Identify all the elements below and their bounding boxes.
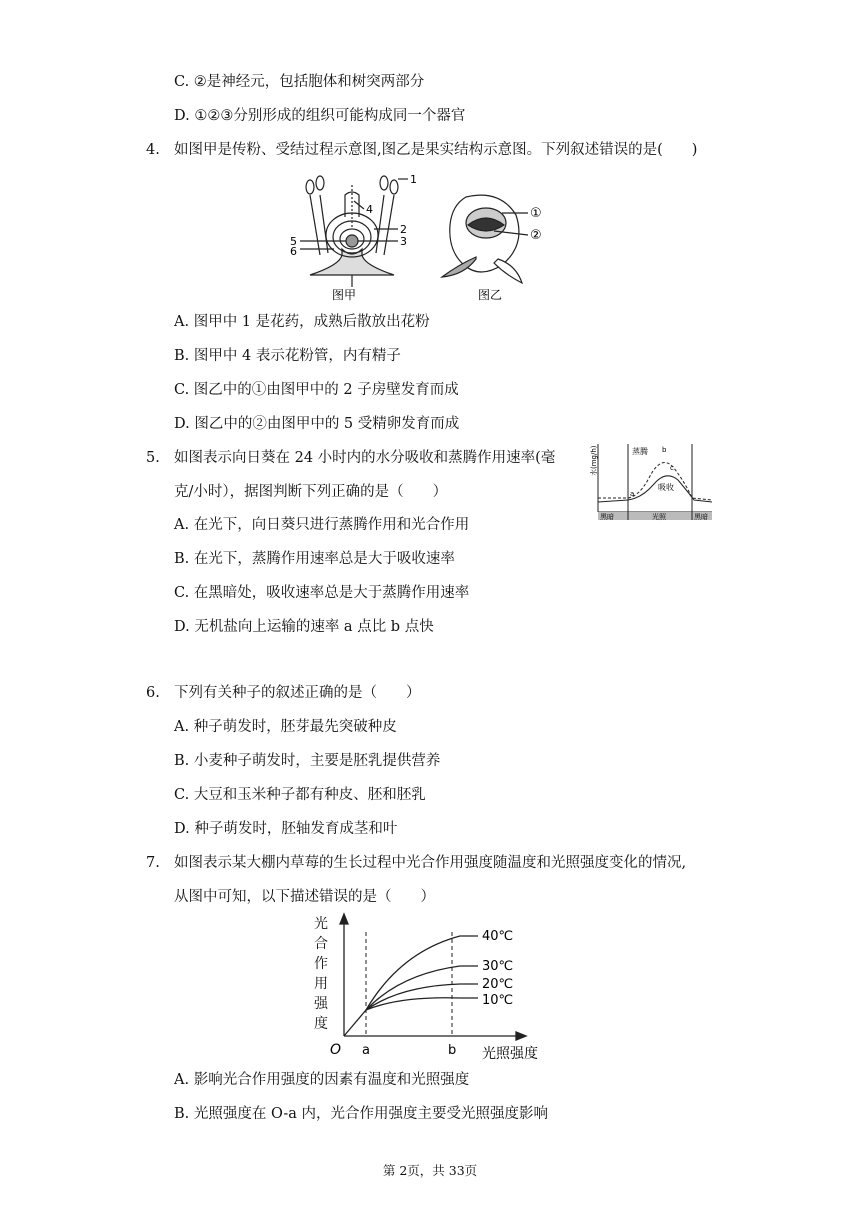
q7-ylabel-3: 作 [314,956,328,972]
q4-figure [280,165,550,305]
q5-band-dark-2: 黑暗 [694,513,708,521]
q4-label-1: 1 [410,173,417,186]
q5-option-d: D. 无机盐向上运输的速率 a 点比 b 点快 [174,619,434,635]
q6-option-b: B. 小麦种子萌发时，主要是胚乳提供营养 [174,753,441,769]
q6-number: 6. [146,685,160,701]
q4-label-4: 4 [366,203,373,216]
q4-jia-caption: 图甲 [332,288,357,302]
q6-stem: 下列有关种子的叙述正确的是（ ） [174,685,421,701]
q5-number: 5. [146,450,160,466]
q5-xishou-label: 吸收 [658,483,674,492]
q5-option-c: C. 在黑暗处，吸收速率总是大于蒸腾作用速率 [174,585,470,601]
page-footer: 第 2页，共 33页 [382,1163,478,1178]
x-axis-arrow [516,1032,526,1040]
q5-stem-line2: 克/小时），据图判断下列正确的是（ ） [174,484,448,500]
flower-diagram [300,176,408,287]
q7-ylabel-4: 用 [314,976,328,992]
q7-option-a: A. 影响光合作用强度的因素有温度和光照强度 [174,1072,470,1088]
q7-series-30: 30℃ [482,959,514,974]
q4-yi-caption: 图乙 [478,288,503,302]
q5-band-light: 光照 [652,513,666,521]
q7-stem-line2: 从图中可知，以下描述错误的是（ ） [174,889,435,905]
q7-xtick-b: b [448,1043,457,1058]
q5-stem-line1: 如图表示向日葵在 24 小时内的水分吸收和蒸腾作用速率(毫 [174,450,556,466]
q4-label-2: 2 [400,223,407,236]
q5-option-a: A. 在光下，向日葵只进行蒸腾作用和光合作用 [174,517,470,533]
q7-series-20: 20℃ [482,977,514,992]
q4-option-d: D. 图乙中的②由图甲中的 5 受精卵发育而成 [174,416,460,432]
curve-20 [366,984,478,1010]
q7-series-10: 10℃ [482,993,514,1008]
q5-point-b: b [662,446,667,454]
q3-option-d: D. ①②③分别形成的组织可能构成同一个器官 [174,108,466,124]
fruit-diagram [442,195,528,283]
q7-series-40: 40℃ [482,929,514,944]
q5-point-a: a [630,490,635,498]
q7-ylabel-5: 强 [314,996,328,1012]
q7-stem-line1: 如图表示某大棚内草莓的生长过程中光合作用强度随温度和光照强度变化的情况, [174,855,687,871]
q5-band-dark-1: 黑暗 [600,513,614,521]
shared-curve-segment [344,1010,366,1036]
q6-option-c: C. 大豆和玉米种子都有种皮、胚和胚乳 [174,787,426,803]
y-axis-arrow [340,914,348,924]
q7-ylabel-6: 度 [314,1016,328,1032]
q5-option-b: B. 在光下，蒸腾作用速率总是大于吸收速率 [174,551,455,567]
transpiration-curve [598,463,712,500]
q7-number: 7. [146,855,160,871]
q5-zhengteng-label: 蒸腾 [632,447,648,456]
q4-option-c: C. 图乙中的①由图甲中的 2 子房壁发育而成 [174,382,459,398]
q7-origin: O [330,1042,342,1058]
q3-option-c: C. ②是神经元，包括胞体和树突两部分 [174,74,425,90]
q7-ylabel-1: 光 [314,916,328,932]
q4-label-3: 3 [400,235,407,248]
q4-label-yi-1: ① [530,206,542,221]
q5-point-c: c [670,464,674,472]
q4-label-yi-2: ② [530,228,542,243]
q6-option-a: A. 种子萌发时，胚芽最先突破种皮 [174,719,397,735]
q6-option-d: D. 种子萌发时，胚轴发育成茎和叶 [174,821,398,837]
q5-ylabel: 水(mg/h) [590,445,598,476]
q4-stem: 如图甲是传粉、受结过程示意图,图乙是果实结构示意图。下列叙述错误的是( ) [174,142,698,158]
q4-number: 4. [146,142,160,158]
q5-figure [590,440,716,524]
q7-chart [310,912,560,1064]
q7-xlabel: 光照强度 [482,1046,538,1062]
q7-xtick-a: a [362,1043,370,1058]
q7-ylabel-2: 合 [314,936,328,952]
q4-option-b: B. 图甲中 4 表示花粉管，内有精子 [174,348,401,364]
q4-label-5: 5 [290,235,297,248]
q4-option-a: A. 图甲中 1 是花药，成熟后散放出花粉 [174,314,430,330]
q4-label-6: 6 [290,245,297,258]
q7-option-b: B. 光照强度在 O-a 内，光合作用强度主要受光照强度影响 [174,1106,549,1122]
